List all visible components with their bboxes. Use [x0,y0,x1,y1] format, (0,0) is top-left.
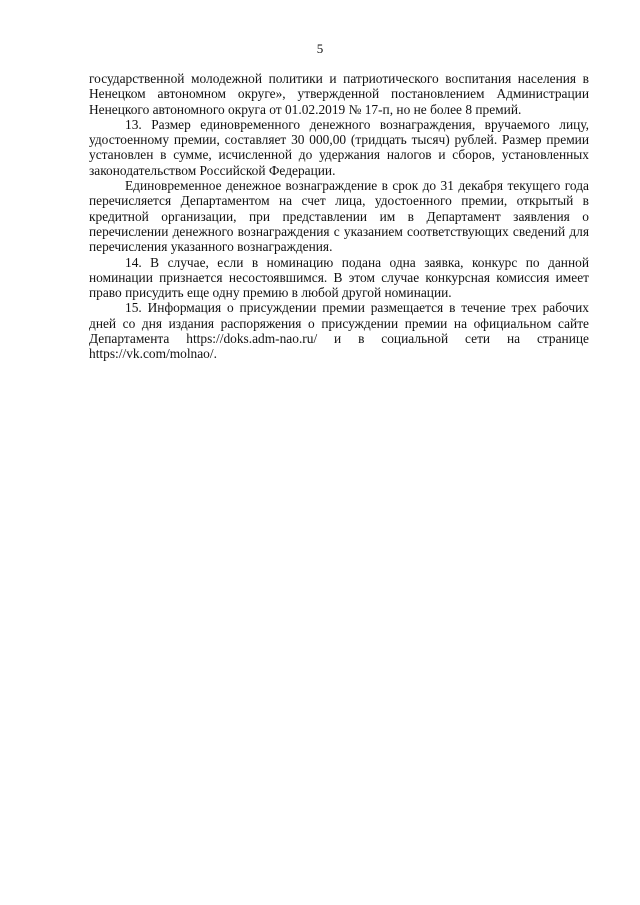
paragraph-13: 13. Размер единовременного денежного вознаграждения, вручаемого лицу, удостоенному премии, составляет 30 000,00 (тридцать тысяч) рублей. Размер премии установлен в сумме, исчисленной до удержания налогов и сборов, установленных законодательством Российской Федерации. [89,116,589,178]
document-body [89,71,589,362]
social-page-link[interactable]: https://vk.com/molnao/ [89,346,214,362]
paragraph-14: 14. В случае, если в номинацию подана одна заявка, конкурс по данной номинации признается несостоявшимся. В этом случае конкурсная комиссия имеет право присудить еще одну премию в любой другой номинации. [89,254,589,301]
paragraph-15 [89,300,589,361]
page-number: 5 [316,41,324,56]
paragraph-15-text-middle: и в социальной сети на странице [317,331,589,347]
paragraph-continuation: государственной молодежной политики и патриотического воспитания населения в Ненецком автономном округе», утвержденной постановлением Администрации Ненецкого автономного округа от 01.02.2019 № 17-п, но не более 8 премий. [89,71,589,117]
department-site-link[interactable]: https://doks.adm-nao.ru/ [186,331,318,347]
paragraph-15-text-start: 15. Информация о присуждении премии размещается в течение трех рабочих дней со дня издания распоряжения о присуждении премии на официальном сайте Департамента [89,300,589,347]
paragraph-13-payment: Единовременное денежное вознаграждение в срок до 31 декабря текущего года перечисляется Департаментом на счет лица, удостоенного премии, открытый в кредитной организации, при представлении им в Департамент заявления о перечислении денежного вознаграждения с указанием соответствующих сведений для перечисления указанного вознаграждения. [89,178,589,255]
paragraph-15-text-end: . [213,346,217,362]
